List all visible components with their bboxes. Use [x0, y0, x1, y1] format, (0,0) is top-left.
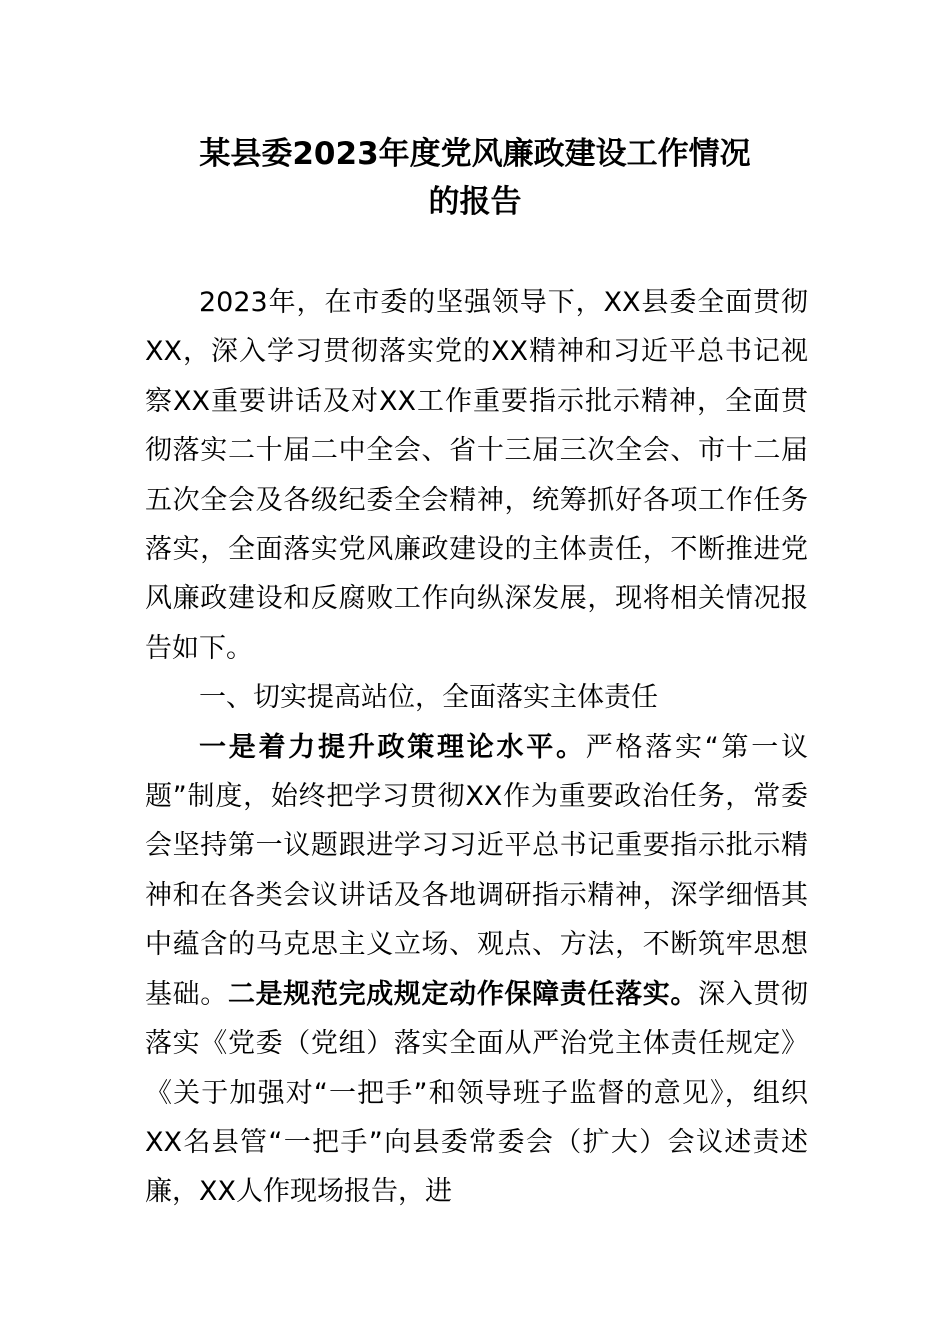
points-paragraph — [145, 723, 808, 1217]
title-line-1: 某县委2023年度党风廉政建设工作情况 — [199, 136, 751, 172]
point-1-heading: 一是着力提升政策理论水平。 — [199, 731, 586, 763]
intro-paragraph: 2023年，在市委的坚强领导下，XX县委全面贯彻XX，深入学习贯彻落实党的XX精神和习近平总书记视察XX重要讲话及对XX工作重要指示批示精神，全面贯彻落实二十届二中全会、省十三届三次全会、市十二届五次全会及各级纪委全会精神，统筹抓好各项工作任务落实，全面落实党风廉政建设的主体责任，不断推进党风廉政建设和反腐败工作向纵深发展，现将相关情况报告如下。 — [145, 287, 808, 664]
section-heading: 一、切实提高站位，全面落实主体责任 — [199, 682, 658, 714]
document-title — [120, 130, 830, 226]
point-1-text: 严格落实“第一议题”制度，始终把学习贯彻XX作为重要政治任务，常委会坚持第一议题跟进学习习近平总书记重要指示批示精神和在各类会议讲话及各地调研指示精神，深学细悟其中蕴含的马克思主义立场、观点、方法，不断筑牢思想基础。 — [145, 731, 808, 1010]
document-body — [145, 278, 808, 1217]
point-2-text: 深入贯彻落实《党委（党组）落实全面从严治党主体责任规定》《关于加强对“一把手”和领导班子监督的意见》，组织XX名县管“一把手”向县委常委会（扩大）会议述责述廉，XX人作现场报告，进 — [145, 978, 809, 1208]
title-line-2: 的报告 — [428, 184, 522, 220]
point-2-heading: 二是规范完成规定动作保障责任落实。 — [227, 978, 699, 1010]
